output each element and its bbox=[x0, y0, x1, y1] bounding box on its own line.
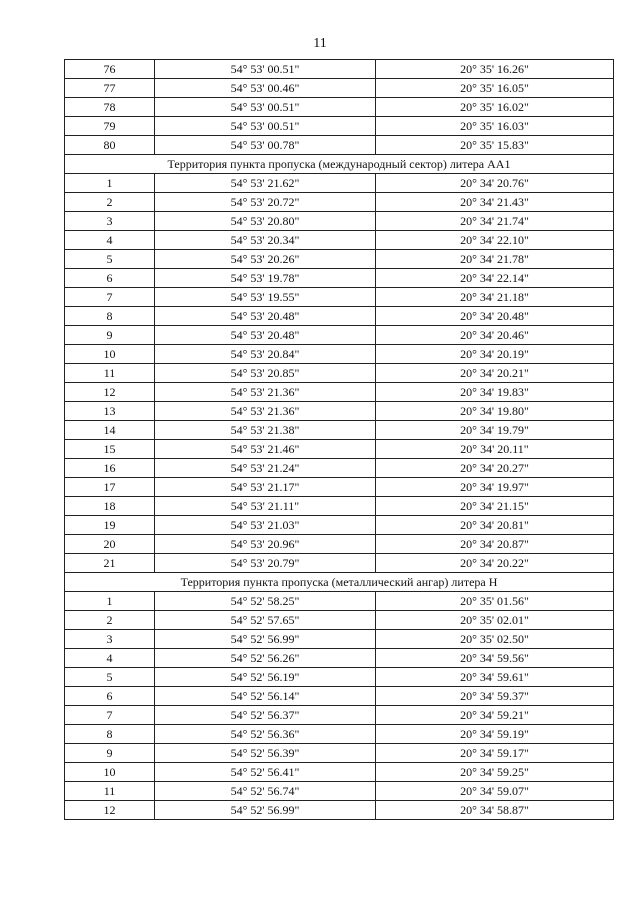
table-row bbox=[65, 535, 614, 554]
longitude-cell: 20° 34' 21.15" bbox=[376, 497, 614, 516]
table-row bbox=[65, 744, 614, 763]
latitude-cell: 54° 53' 21.38" bbox=[155, 421, 376, 440]
latitude-cell: 54° 53' 20.80" bbox=[155, 212, 376, 231]
longitude-cell: 20° 34' 59.56" bbox=[376, 649, 614, 668]
longitude-cell: 20° 34' 19.79" bbox=[376, 421, 614, 440]
coordinates-table bbox=[64, 59, 614, 820]
point-number-cell: 8 bbox=[65, 307, 155, 326]
table-row bbox=[65, 174, 614, 193]
longitude-cell: 20° 35' 01.56" bbox=[376, 592, 614, 611]
latitude-cell: 54° 52' 57.65" bbox=[155, 611, 376, 630]
latitude-cell: 54° 52' 56.39" bbox=[155, 744, 376, 763]
point-number-cell: 6 bbox=[65, 269, 155, 288]
page-number: 11 bbox=[313, 36, 327, 51]
latitude-cell: 54° 53' 00.51" bbox=[155, 117, 376, 136]
longitude-cell: 20° 34' 19.80" bbox=[376, 402, 614, 421]
longitude-cell: 20° 34' 20.46" bbox=[376, 326, 614, 345]
table-row bbox=[65, 763, 614, 782]
longitude-cell: 20° 34' 22.14" bbox=[376, 269, 614, 288]
latitude-cell: 54° 53' 00.78" bbox=[155, 136, 376, 155]
longitude-cell: 20° 34' 59.17" bbox=[376, 744, 614, 763]
longitude-cell: 20° 35' 16.03" bbox=[376, 117, 614, 136]
table-row bbox=[65, 478, 614, 497]
point-number-cell: 12 bbox=[65, 383, 155, 402]
table-row bbox=[65, 782, 614, 801]
table-row bbox=[65, 801, 614, 820]
latitude-cell: 54° 53' 20.34" bbox=[155, 231, 376, 250]
point-number-cell: 19 bbox=[65, 516, 155, 535]
longitude-cell: 20° 35' 15.83" bbox=[376, 136, 614, 155]
latitude-cell: 54° 53' 20.96" bbox=[155, 535, 376, 554]
latitude-cell: 54° 53' 21.36" bbox=[155, 383, 376, 402]
point-number-cell: 6 bbox=[65, 687, 155, 706]
table-row bbox=[65, 269, 614, 288]
latitude-cell: 54° 52' 56.14" bbox=[155, 687, 376, 706]
point-number-cell: 78 bbox=[65, 98, 155, 117]
point-number-cell: 5 bbox=[65, 668, 155, 687]
longitude-cell: 20° 35' 16.02" bbox=[376, 98, 614, 117]
longitude-cell: 20° 34' 59.25" bbox=[376, 763, 614, 782]
table-row bbox=[65, 687, 614, 706]
section-title: Территория пункта пропуска (международный сектор) литера АА1 bbox=[65, 155, 614, 174]
table-row bbox=[65, 554, 614, 573]
longitude-cell: 20° 34' 20.11" bbox=[376, 440, 614, 459]
latitude-cell: 54° 52' 56.36" bbox=[155, 725, 376, 744]
point-number-cell: 3 bbox=[65, 212, 155, 231]
latitude-cell: 54° 53' 21.46" bbox=[155, 440, 376, 459]
latitude-cell: 54° 53' 20.79" bbox=[155, 554, 376, 573]
table-row bbox=[65, 668, 614, 687]
longitude-cell: 20° 34' 20.27" bbox=[376, 459, 614, 478]
latitude-cell: 54° 53' 21.11" bbox=[155, 497, 376, 516]
latitude-cell: 54° 52' 58.25" bbox=[155, 592, 376, 611]
point-number-cell: 1 bbox=[65, 592, 155, 611]
point-number-cell: 15 bbox=[65, 440, 155, 459]
section-heading-row bbox=[65, 155, 614, 174]
point-number-cell: 77 bbox=[65, 79, 155, 98]
point-number-cell: 10 bbox=[65, 345, 155, 364]
point-number-cell: 5 bbox=[65, 250, 155, 269]
latitude-cell: 54° 53' 20.85" bbox=[155, 364, 376, 383]
longitude-cell: 20° 34' 59.37" bbox=[376, 687, 614, 706]
longitude-cell: 20° 34' 21.43" bbox=[376, 193, 614, 212]
table-row bbox=[65, 345, 614, 364]
point-number-cell: 4 bbox=[65, 231, 155, 250]
latitude-cell: 54° 53' 20.26" bbox=[155, 250, 376, 269]
latitude-cell: 54° 52' 56.74" bbox=[155, 782, 376, 801]
longitude-cell: 20° 35' 16.05" bbox=[376, 79, 614, 98]
latitude-cell: 54° 53' 21.17" bbox=[155, 478, 376, 497]
point-number-cell: 18 bbox=[65, 497, 155, 516]
longitude-cell: 20° 35' 02.01" bbox=[376, 611, 614, 630]
longitude-cell: 20° 35' 16.26" bbox=[376, 60, 614, 79]
point-number-cell: 7 bbox=[65, 706, 155, 725]
table-row bbox=[65, 60, 614, 79]
latitude-cell: 54° 52' 56.19" bbox=[155, 668, 376, 687]
latitude-cell: 54° 53' 21.03" bbox=[155, 516, 376, 535]
longitude-cell: 20° 34' 20.22" bbox=[376, 554, 614, 573]
longitude-cell: 20° 34' 20.76" bbox=[376, 174, 614, 193]
point-number-cell: 16 bbox=[65, 459, 155, 478]
latitude-cell: 54° 53' 21.36" bbox=[155, 402, 376, 421]
longitude-cell: 20° 34' 58.87" bbox=[376, 801, 614, 820]
latitude-cell: 54° 53' 00.51" bbox=[155, 60, 376, 79]
table-row bbox=[65, 193, 614, 212]
point-number-cell: 11 bbox=[65, 782, 155, 801]
table-row bbox=[65, 250, 614, 269]
table-row bbox=[65, 402, 614, 421]
point-number-cell: 9 bbox=[65, 326, 155, 345]
point-number-cell: 21 bbox=[65, 554, 155, 573]
point-number-cell: 12 bbox=[65, 801, 155, 820]
point-number-cell: 76 bbox=[65, 60, 155, 79]
longitude-cell: 20° 34' 21.74" bbox=[376, 212, 614, 231]
point-number-cell: 14 bbox=[65, 421, 155, 440]
longitude-cell: 20° 34' 22.10" bbox=[376, 231, 614, 250]
table-row bbox=[65, 136, 614, 155]
point-number-cell: 4 bbox=[65, 649, 155, 668]
latitude-cell: 54° 53' 19.55" bbox=[155, 288, 376, 307]
point-number-cell: 17 bbox=[65, 478, 155, 497]
latitude-cell: 54° 52' 56.99" bbox=[155, 630, 376, 649]
point-number-cell: 2 bbox=[65, 193, 155, 212]
latitude-cell: 54° 52' 56.37" bbox=[155, 706, 376, 725]
latitude-cell: 54° 52' 56.41" bbox=[155, 763, 376, 782]
table-row bbox=[65, 231, 614, 250]
longitude-cell: 20° 34' 20.81" bbox=[376, 516, 614, 535]
longitude-cell: 20° 34' 21.78" bbox=[376, 250, 614, 269]
table-row bbox=[65, 497, 614, 516]
table-row bbox=[65, 79, 614, 98]
point-number-cell: 10 bbox=[65, 763, 155, 782]
latitude-cell: 54° 53' 20.48" bbox=[155, 307, 376, 326]
table-row bbox=[65, 383, 614, 402]
longitude-cell: 20° 34' 59.19" bbox=[376, 725, 614, 744]
longitude-cell: 20° 34' 20.19" bbox=[376, 345, 614, 364]
longitude-cell: 20° 34' 59.07" bbox=[376, 782, 614, 801]
table-row bbox=[65, 421, 614, 440]
section-heading-row bbox=[65, 573, 614, 592]
latitude-cell: 54° 53' 21.62" bbox=[155, 174, 376, 193]
table-row bbox=[65, 630, 614, 649]
table-row bbox=[65, 307, 614, 326]
point-number-cell: 13 bbox=[65, 402, 155, 421]
latitude-cell: 54° 53' 20.48" bbox=[155, 326, 376, 345]
longitude-cell: 20° 34' 20.21" bbox=[376, 364, 614, 383]
table-row bbox=[65, 592, 614, 611]
longitude-cell: 20° 34' 20.87" bbox=[376, 535, 614, 554]
table-row bbox=[65, 649, 614, 668]
point-number-cell: 7 bbox=[65, 288, 155, 307]
longitude-cell: 20° 35' 02.50" bbox=[376, 630, 614, 649]
table-row bbox=[65, 725, 614, 744]
longitude-cell: 20° 34' 19.97" bbox=[376, 478, 614, 497]
point-number-cell: 20 bbox=[65, 535, 155, 554]
table-row bbox=[65, 459, 614, 478]
latitude-cell: 54° 53' 20.72" bbox=[155, 193, 376, 212]
table-row bbox=[65, 364, 614, 383]
table-row bbox=[65, 117, 614, 136]
latitude-cell: 54° 52' 56.99" bbox=[155, 801, 376, 820]
coordinates-table-body bbox=[65, 60, 614, 820]
longitude-cell: 20° 34' 19.83" bbox=[376, 383, 614, 402]
point-number-cell: 9 bbox=[65, 744, 155, 763]
point-number-cell: 1 bbox=[65, 174, 155, 193]
table-row bbox=[65, 212, 614, 231]
table-row bbox=[65, 516, 614, 535]
longitude-cell: 20° 34' 59.61" bbox=[376, 668, 614, 687]
table-row bbox=[65, 706, 614, 725]
latitude-cell: 54° 53' 20.84" bbox=[155, 345, 376, 364]
point-number-cell: 8 bbox=[65, 725, 155, 744]
point-number-cell: 3 bbox=[65, 630, 155, 649]
table-row bbox=[65, 611, 614, 630]
latitude-cell: 54° 53' 00.46" bbox=[155, 79, 376, 98]
table-row bbox=[65, 326, 614, 345]
point-number-cell: 80 bbox=[65, 136, 155, 155]
section-title: Территория пункта пропуска (металлический ангар) литера Н bbox=[65, 573, 614, 592]
latitude-cell: 54° 53' 00.51" bbox=[155, 98, 376, 117]
longitude-cell: 20° 34' 20.48" bbox=[376, 307, 614, 326]
latitude-cell: 54° 53' 21.24" bbox=[155, 459, 376, 478]
point-number-cell: 11 bbox=[65, 364, 155, 383]
point-number-cell: 79 bbox=[65, 117, 155, 136]
longitude-cell: 20° 34' 21.18" bbox=[376, 288, 614, 307]
longitude-cell: 20° 34' 59.21" bbox=[376, 706, 614, 725]
point-number-cell: 2 bbox=[65, 611, 155, 630]
latitude-cell: 54° 52' 56.26" bbox=[155, 649, 376, 668]
table-row bbox=[65, 440, 614, 459]
latitude-cell: 54° 53' 19.78" bbox=[155, 269, 376, 288]
table-row bbox=[65, 98, 614, 117]
table-row bbox=[65, 288, 614, 307]
